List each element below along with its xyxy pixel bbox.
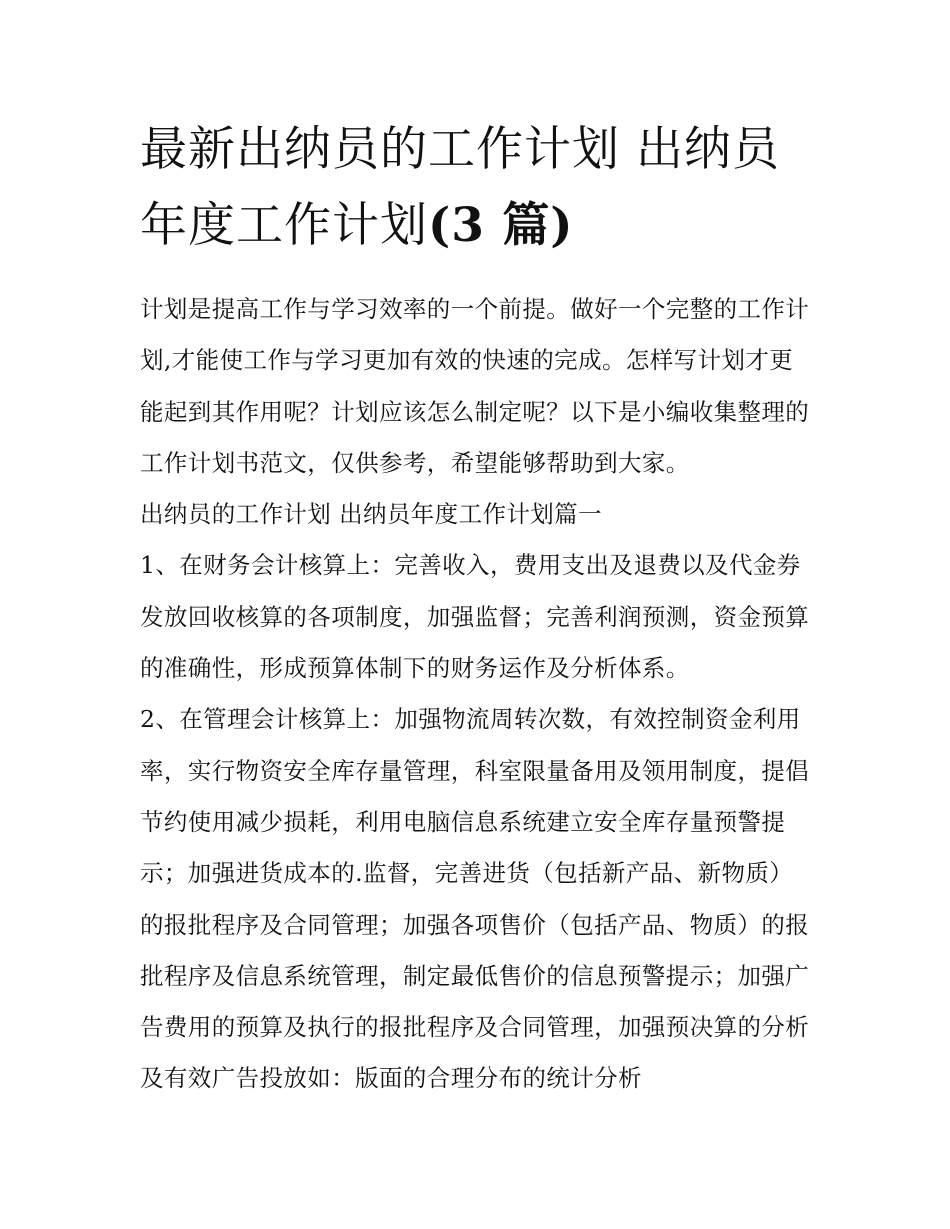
document-content [140,112,812,1105]
title-line-1: 最新出纳员的工作计划 出纳员 [140,122,780,177]
section-heading: 出纳员的工作计划 出纳员年度工作计划篇一 [140,500,602,529]
document-title [140,112,812,264]
document-body [140,284,812,1105]
title-line-2-count: (3 [428,198,503,253]
list-item-1: 1、在财务会计核算上：完善收入，费用支出及退费以及代金券发放回收核算的各项制度，加强监督；完善利润预测，资金预算的准确性，形成预算体制下的财务运作及分析体系。 [140,551,810,683]
title-line-2-prefix: 年度工作计划 [140,198,428,253]
title-line-2-suffix: 篇) [502,198,574,253]
intro-paragraph: 计划是提高工作与学习效率的一个前提。做好一个完整的工作计划,才能使工作与学习更加有效的快速的完成。怎样写计划才更能起到其作用呢？计划应该怎么制定呢？以下是小编收集整理的工作计划书范文，仅供参考，希望能够帮助到大家。 [140,295,810,477]
list-item-2: 2、在管理会计核算上：加强物流周转次数，有效控制资金利用率，实行物资安全库存量管理，科室限量备用及领用制度，提倡节约使用减少损耗，利用电脑信息系统建立安全库存量预警提示；加强进货成本的.监督，完善进货（包括新产品、新物质）的报批程序及合同管理；加强各项售价（包括产品、物质）的报批程序及信息系统管理，制定最低售价的信息预警提示；加强广告费用的预算及执行的报批程序及合同管理，加强预决算的分析及有效广告投放如：版面的合理分布的统计分析 [140,705,810,1093]
